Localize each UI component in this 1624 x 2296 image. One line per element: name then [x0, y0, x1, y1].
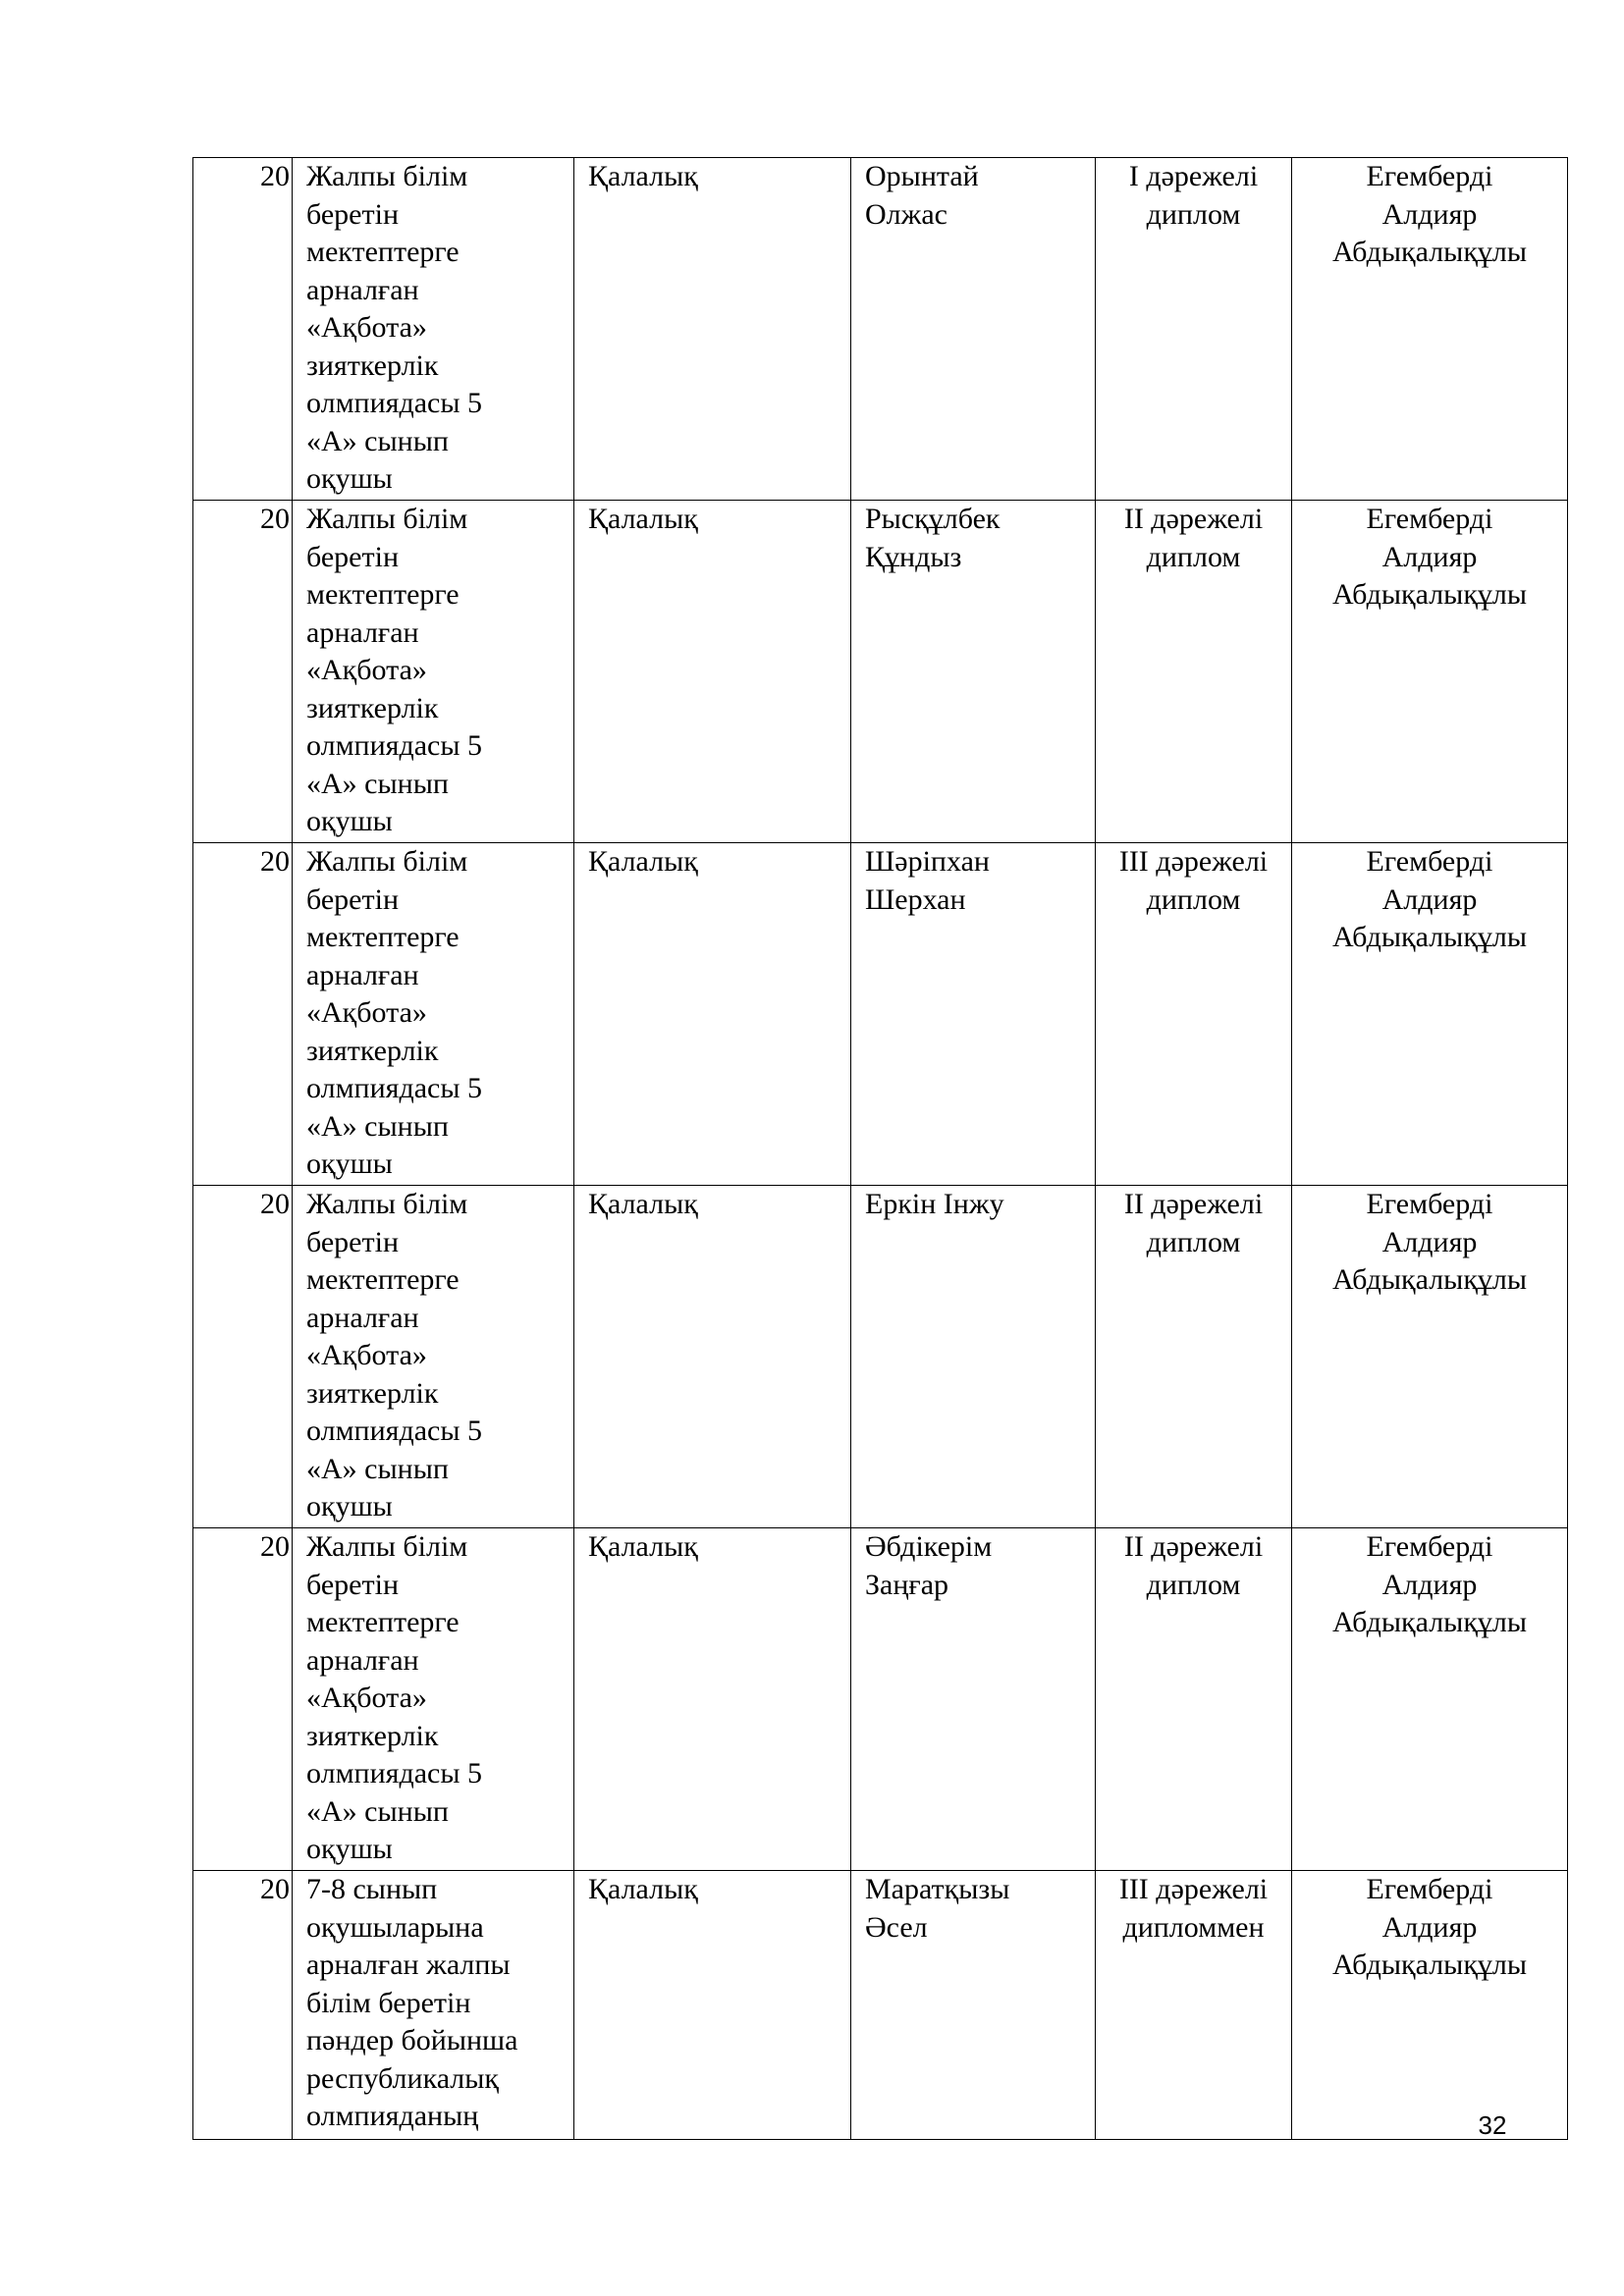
page-number: 32: [1478, 2110, 1507, 2140]
result-cell: ІІ дәрежелі диплом: [1096, 1528, 1292, 1871]
student-cell: Маратқызы Әсел: [851, 1871, 1096, 2140]
table-row: [193, 1528, 1568, 1871]
event-cell: Жалпы білім беретін мектептерге арналған «Ақбота» зияткерлік олмпиядасы 5 «А» сынып оқушы: [293, 1186, 574, 1528]
student-cell: Шәріпхан Шерхан: [851, 843, 1096, 1186]
event-cell: Жалпы білім беретін мектептерге арналған «Ақбота» зияткерлік олмпиядасы 5 «А» сынып оқушы: [293, 843, 574, 1186]
level-cell: Қалалық: [574, 158, 851, 501]
row-number-cell: 20: [193, 1871, 293, 2140]
event-cell: Жалпы білім беретін мектептерге арналған «Ақбота» зияткерлік олмпиядасы 5 «А» сынып оқушы: [293, 501, 574, 843]
student-cell: Еркін Інжу: [851, 1186, 1096, 1528]
teacher-cell: Егемберді Алдияр Абдықалықұлы: [1292, 501, 1568, 843]
results-table: [192, 157, 1568, 2140]
level-cell: Қалалық: [574, 1528, 851, 1871]
row-number-cell: 20: [193, 158, 293, 501]
level-cell: Қалалық: [574, 1186, 851, 1528]
result-cell: ІІІ дәрежелі диплом: [1096, 843, 1292, 1186]
table-row: [193, 501, 1568, 843]
result-cell: ІІ дәрежелі диплом: [1096, 1186, 1292, 1528]
row-number-cell: 20: [193, 501, 293, 843]
teacher-cell: Егемберді Алдияр Абдықалықұлы: [1292, 158, 1568, 501]
teacher-cell: Егемберді Алдияр Абдықалықұлы: [1292, 1186, 1568, 1528]
row-number-cell: 20: [193, 1528, 293, 1871]
row-number-cell: 20: [193, 1186, 293, 1528]
result-cell: ІІ дәрежелі диплом: [1096, 501, 1292, 843]
level-cell: Қалалық: [574, 1871, 851, 2140]
result-cell: І дәрежелі диплом: [1096, 158, 1292, 501]
student-cell: Әбдікерім Заңғар: [851, 1528, 1096, 1871]
level-cell: Қалалық: [574, 501, 851, 843]
row-number-cell: 20: [193, 843, 293, 1186]
table-row: [193, 1871, 1568, 2140]
result-cell: ІІІ дәрежелі дипломмен: [1096, 1871, 1292, 2140]
teacher-cell: Егемберді Алдияр Абдықалықұлы: [1292, 1528, 1568, 1871]
level-cell: Қалалық: [574, 843, 851, 1186]
student-cell: Рысқұлбек Құндыз: [851, 501, 1096, 843]
table-row: [193, 1186, 1568, 1528]
table-row: [193, 843, 1568, 1186]
event-cell: Жалпы білім беретін мектептерге арналған «Ақбота» зияткерлік олмпиядасы 5 «А» сынып оқушы: [293, 158, 574, 501]
table-row: [193, 158, 1568, 501]
teacher-cell: Егемберді Алдияр Абдықалықұлы: [1292, 1871, 1568, 2140]
teacher-cell: Егемберді Алдияр Абдықалықұлы: [1292, 843, 1568, 1186]
event-cell: 7-8 сынып оқушыларына арналған жалпы білім беретін пәндер бойынша республикалық олмпияданың: [293, 1871, 574, 2140]
event-cell: Жалпы білім беретін мектептерге арналған «Ақбота» зияткерлік олмпиядасы 5 «А» сынып оқушы: [293, 1528, 574, 1871]
student-cell: Орынтай Олжас: [851, 158, 1096, 501]
